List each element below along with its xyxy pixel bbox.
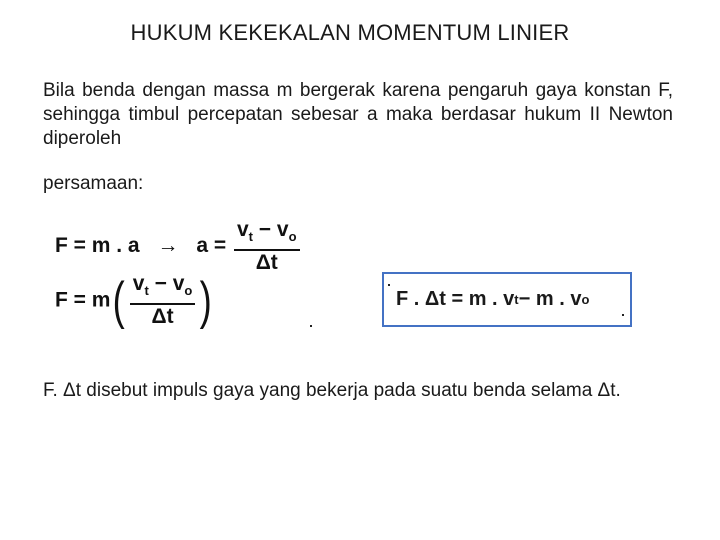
eq1-fraction — [234, 218, 300, 275]
equation-force-expansion — [55, 272, 215, 329]
eq1-left: F = m . a — [55, 234, 140, 258]
eq1-numerator: $v_t - v_o$ — [234, 218, 300, 251]
impulse-equation-box: F . Δt = m . v t − m . v o — [382, 272, 632, 327]
equation-label: persamaan: — [43, 173, 144, 194]
equation-newton-second-law — [55, 218, 302, 275]
page-title: HUKUM KEKEKALAN MOMENTUM LINIER — [130, 20, 570, 45]
eq1-right-lhs: a = — [196, 234, 227, 258]
intro-paragraph: Bila benda dengan massa m bergerak karena pengaruh gaya konstan F, sehingga timbul percepatan sebesar a maka berdasar hukum II Newton diperoleh — [43, 80, 673, 149]
eq2-lhs: F = m — [55, 288, 111, 312]
eq2-fraction — [130, 272, 196, 329]
left-paren: ( — [113, 271, 126, 330]
eq2-denominator: Δt — [151, 305, 174, 329]
stray-dot — [310, 325, 312, 327]
eq1-denominator: Δt — [255, 251, 278, 275]
eq2-numerator: $v_t - v_o$ — [130, 272, 196, 305]
arrow-icon: → — [157, 234, 179, 258]
conclusion-text: F. Δt disebut impuls gaya yang bekerja pada suatu benda selama Δt. — [43, 380, 621, 401]
right-paren: ) — [199, 271, 213, 330]
